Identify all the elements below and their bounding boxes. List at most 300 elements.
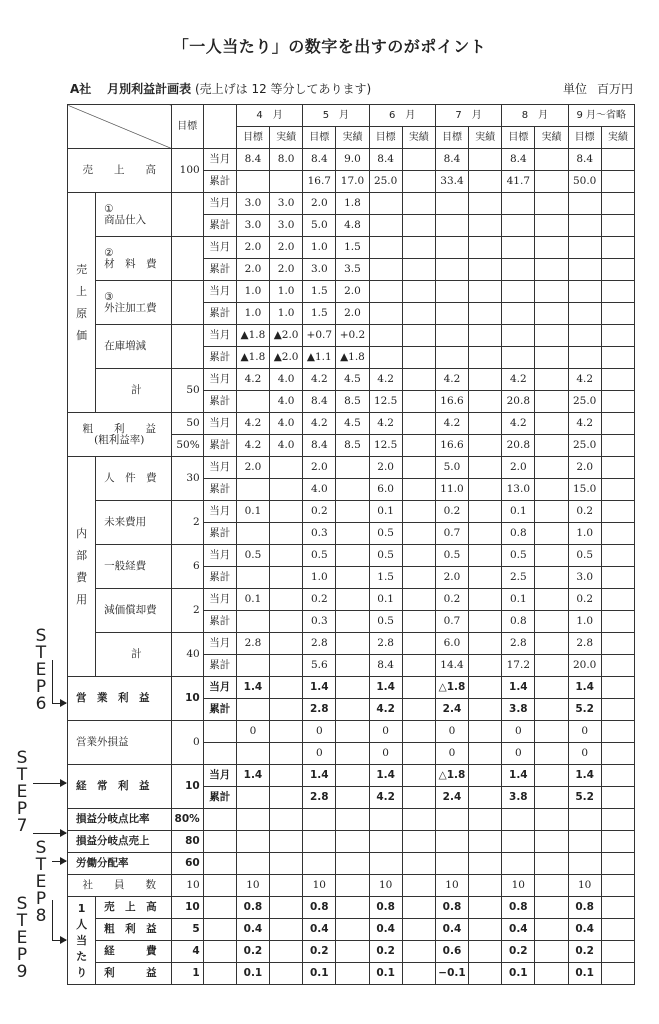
value-cell: [270, 897, 303, 919]
group-label-char: 用: [76, 592, 88, 606]
table-row: [68, 545, 635, 567]
value-cell: [601, 875, 634, 897]
value-cell: 4.2: [435, 413, 468, 435]
target-subheader: 目標: [502, 127, 535, 149]
period-label: 当月: [203, 281, 236, 303]
arrow-icon: [33, 783, 66, 784]
value-cell: 1.0: [303, 237, 336, 259]
item-label: 計: [131, 384, 142, 397]
value-cell: [535, 325, 568, 347]
value-cell: [535, 501, 568, 523]
table-row: [68, 633, 635, 655]
period-label: [203, 743, 236, 765]
value-cell: 2.0: [303, 457, 336, 479]
value-cell: 0.5: [369, 545, 402, 567]
value-cell: 1.5: [336, 237, 369, 259]
value-cell: 41.7: [502, 171, 535, 193]
value-cell: [236, 831, 269, 853]
value-cell: [601, 215, 634, 237]
value-cell: [435, 193, 468, 215]
value-cell: 8.4: [369, 655, 402, 677]
value-cell: [336, 589, 369, 611]
value-cell: [535, 743, 568, 765]
value-cell: [270, 919, 303, 941]
period-label: 累計: [203, 215, 236, 237]
target-value: 40: [171, 633, 203, 677]
value-cell: [601, 567, 634, 589]
value-cell: 0.4: [502, 919, 535, 941]
value-cell: 2.0: [568, 457, 601, 479]
target-subheader: 目標: [369, 127, 402, 149]
step-char: E: [35, 872, 47, 892]
value-cell: △1.8: [435, 765, 468, 787]
value-cell: 0.1: [236, 501, 269, 523]
value-cell: [535, 435, 568, 457]
value-cell: [535, 281, 568, 303]
value-cell: 8.5: [336, 435, 369, 457]
value-cell: [601, 435, 634, 457]
value-cell: 5.2: [568, 787, 601, 809]
value-cell: 2.8: [236, 633, 269, 655]
table-row: [68, 721, 635, 743]
value-cell: [270, 545, 303, 567]
period-label: [203, 941, 236, 963]
value-cell: 20.8: [502, 435, 535, 457]
value-cell: ▲1.8: [236, 325, 269, 347]
target-value: 50%: [171, 435, 203, 457]
value-cell: 11.0: [435, 479, 468, 501]
gross-label: 粗 利 益: [82, 423, 157, 435]
value-cell: [303, 831, 336, 853]
value-cell: [336, 963, 369, 985]
target-value: 100: [171, 149, 203, 193]
period-label: 当月: [203, 545, 236, 567]
value-cell: [469, 171, 502, 193]
value-cell: 14.4: [435, 655, 468, 677]
value-cell: 0.5: [568, 545, 601, 567]
value-cell: [535, 259, 568, 281]
group-label-char: 上: [76, 284, 88, 298]
value-cell: 4.0: [303, 479, 336, 501]
value-cell: [336, 479, 369, 501]
target-value: 80: [171, 831, 203, 853]
value-cell: [270, 853, 303, 875]
value-cell: 1.5: [369, 567, 402, 589]
value-cell: [270, 523, 303, 545]
value-cell: [502, 303, 535, 325]
value-cell: [369, 347, 402, 369]
value-cell: 3.0: [270, 193, 303, 215]
value-cell: 8.4: [303, 435, 336, 457]
actual-subheader: 実績: [469, 127, 502, 149]
group-label-char: 価: [76, 328, 88, 342]
value-cell: 2.4: [435, 787, 468, 809]
actual-subheader: 実績: [336, 127, 369, 149]
value-cell: [535, 237, 568, 259]
period-label: 当月: [203, 633, 236, 655]
gross-sublabel: (粗利益率): [94, 433, 145, 446]
value-cell: [236, 655, 269, 677]
value-cell: [601, 853, 634, 875]
step-char: E: [16, 928, 28, 948]
value-cell: 4.2: [502, 413, 535, 435]
table-row: [68, 897, 635, 919]
value-cell: [469, 655, 502, 677]
value-cell: [601, 457, 634, 479]
value-cell: 4.2: [369, 413, 402, 435]
value-cell: [601, 743, 634, 765]
target-header: 目標: [171, 105, 203, 149]
item-label: 商品仕入: [104, 213, 147, 226]
value-cell: [336, 743, 369, 765]
value-cell: 4.5: [336, 413, 369, 435]
value-cell: [469, 567, 502, 589]
value-cell: [502, 325, 535, 347]
value-cell: 0.1: [303, 963, 336, 985]
value-cell: 4.8: [336, 215, 369, 237]
step-label: [33, 840, 49, 925]
value-cell: 0.1: [369, 589, 402, 611]
value-cell: [270, 677, 303, 699]
row-label-breakeven_ratio: 損益分岐点比率: [68, 809, 172, 831]
value-cell: 6.0: [435, 633, 468, 655]
period-label: 当月: [203, 457, 236, 479]
step-char: P: [35, 889, 47, 909]
value-cell: 2.0: [336, 281, 369, 303]
value-cell: [336, 787, 369, 809]
table-note: (売上げは 12 等分してあります): [194, 82, 372, 96]
value-cell: 1.4: [236, 677, 269, 699]
value-cell: [402, 765, 435, 787]
period-label: 当月: [203, 325, 236, 347]
value-cell: 0.1: [502, 501, 535, 523]
target-value: 2: [171, 589, 203, 633]
value-cell: [336, 831, 369, 853]
value-cell: [303, 809, 336, 831]
value-cell: 0.1: [236, 589, 269, 611]
value-cell: [469, 523, 502, 545]
period-label: 当月: [203, 765, 236, 787]
value-cell: 4.0: [270, 369, 303, 391]
step-char: T: [16, 765, 28, 785]
value-cell: [469, 347, 502, 369]
value-cell: [402, 853, 435, 875]
value-cell: 0.2: [303, 941, 336, 963]
target-value: [171, 325, 203, 369]
value-cell: [236, 479, 269, 501]
group-label-char: 部: [76, 548, 88, 562]
table-row: [68, 765, 635, 787]
value-cell: 3.0: [236, 215, 269, 237]
value-cell: [601, 611, 634, 633]
table-row: [68, 875, 635, 897]
value-cell: ▲1.8: [336, 347, 369, 369]
value-cell: 0.8: [435, 897, 468, 919]
value-cell: 2.0: [236, 457, 269, 479]
table-row: [68, 919, 635, 941]
value-cell: 2.0: [502, 457, 535, 479]
value-cell: [236, 787, 269, 809]
step-char: 9: [16, 962, 28, 982]
target-value: 10: [171, 897, 203, 919]
value-cell: [270, 765, 303, 787]
value-cell: [435, 325, 468, 347]
value-cell: [369, 193, 402, 215]
value-cell: 8.0: [270, 149, 303, 171]
value-cell: [535, 787, 568, 809]
unit-label: [553, 80, 633, 97]
value-cell: [270, 611, 303, 633]
value-cell: 1.0: [236, 281, 269, 303]
value-cell: [469, 963, 502, 985]
period-label: 累計: [203, 655, 236, 677]
value-cell: [469, 941, 502, 963]
value-cell: 5.6: [303, 655, 336, 677]
value-cell: [601, 171, 634, 193]
value-cell: [535, 721, 568, 743]
value-cell: [402, 259, 435, 281]
arrow-icon: [52, 861, 66, 862]
value-cell: 0.2: [303, 501, 336, 523]
value-cell: [270, 589, 303, 611]
value-cell: [402, 919, 435, 941]
value-cell: [502, 831, 535, 853]
value-cell: 12.5: [369, 435, 402, 457]
value-cell: 2.8: [303, 699, 336, 721]
value-cell: [535, 919, 568, 941]
value-cell: [469, 743, 502, 765]
value-cell: 0.2: [435, 501, 468, 523]
step-char: T: [16, 911, 28, 931]
value-cell: [535, 545, 568, 567]
period-label: [203, 919, 236, 941]
value-cell: [336, 721, 369, 743]
value-cell: [336, 677, 369, 699]
value-cell: 0.4: [568, 919, 601, 941]
value-cell: [469, 721, 502, 743]
value-cell: [568, 237, 601, 259]
target-value: 60: [171, 853, 203, 875]
value-cell: 10: [435, 875, 468, 897]
value-cell: 0.3: [303, 611, 336, 633]
value-cell: 0: [568, 743, 601, 765]
month-header: 5 月: [303, 105, 369, 127]
value-cell: [469, 611, 502, 633]
value-cell: [535, 347, 568, 369]
value-cell: [270, 963, 303, 985]
row-label: 経 費: [96, 941, 171, 963]
value-cell: [402, 941, 435, 963]
table-row: [68, 941, 635, 963]
arrow-icon: [52, 703, 66, 704]
value-cell: 4.2: [236, 369, 269, 391]
value-cell: 15.0: [568, 479, 601, 501]
period-label: [203, 809, 236, 831]
value-cell: 2.8: [568, 633, 601, 655]
value-cell: 2.5: [502, 567, 535, 589]
value-cell: 0.1: [236, 963, 269, 985]
value-cell: 13.0: [502, 479, 535, 501]
table-row: [68, 193, 635, 215]
value-cell: 0.1: [502, 589, 535, 611]
value-cell: [469, 479, 502, 501]
period-label: 当月: [203, 501, 236, 523]
period-label: 当月: [203, 149, 236, 171]
value-cell: [336, 523, 369, 545]
value-cell: 0.6: [435, 941, 468, 963]
value-cell: [535, 391, 568, 413]
value-cell: [502, 347, 535, 369]
value-cell: [236, 743, 269, 765]
step-char: 7: [16, 816, 28, 836]
target-value: 10: [171, 875, 203, 897]
value-cell: 0.7: [435, 611, 468, 633]
value-cell: 0.8: [303, 897, 336, 919]
value-cell: [402, 699, 435, 721]
value-cell: [601, 963, 634, 985]
value-cell: 2.8: [303, 633, 336, 655]
value-cell: 4.2: [568, 369, 601, 391]
value-cell: 3.0: [236, 193, 269, 215]
value-cell: [601, 655, 634, 677]
value-cell: 1.4: [369, 677, 402, 699]
value-cell: [402, 171, 435, 193]
value-cell: [601, 501, 634, 523]
row-label-sales: 売 上 高: [68, 149, 172, 193]
value-cell: [502, 237, 535, 259]
value-cell: [402, 963, 435, 985]
value-cell: 0.2: [236, 941, 269, 963]
target-subheader: 目標: [236, 127, 269, 149]
value-cell: [568, 853, 601, 875]
value-cell: [601, 259, 634, 281]
step-char: P: [16, 799, 28, 819]
target-subheader: 目標: [303, 127, 336, 149]
value-cell: 1.0: [568, 611, 601, 633]
value-cell: 0.5: [303, 545, 336, 567]
value-cell: [535, 215, 568, 237]
actual-subheader: 実績: [402, 127, 435, 149]
value-cell: [469, 193, 502, 215]
group-label-char: た: [76, 949, 88, 963]
month-header: 7 月: [435, 105, 501, 127]
value-cell: 2.8: [502, 633, 535, 655]
value-cell: 1.0: [236, 303, 269, 325]
row-label: 未来費用: [96, 501, 171, 545]
step-char: 8: [35, 906, 47, 926]
value-cell: [469, 633, 502, 655]
value-cell: 0: [369, 721, 402, 743]
value-cell: 1.4: [303, 765, 336, 787]
value-cell: [336, 919, 369, 941]
value-cell: 10: [369, 875, 402, 897]
step-char: E: [35, 660, 47, 680]
value-cell: [601, 699, 634, 721]
value-cell: [270, 457, 303, 479]
period-label: 当月: [203, 193, 236, 215]
value-cell: 5.2: [568, 699, 601, 721]
value-cell: 1.4: [303, 677, 336, 699]
value-cell: [336, 545, 369, 567]
value-cell: [270, 721, 303, 743]
value-cell: [601, 677, 634, 699]
value-cell: 2.0: [236, 259, 269, 281]
value-cell: [270, 875, 303, 897]
value-cell: [469, 919, 502, 941]
period-label: [203, 897, 236, 919]
value-cell: [369, 259, 402, 281]
value-cell: [601, 589, 634, 611]
value-cell: [402, 149, 435, 171]
value-cell: 9.0: [336, 149, 369, 171]
table-row: [68, 589, 635, 611]
value-cell: [236, 567, 269, 589]
value-cell: [469, 369, 502, 391]
step-char: T: [35, 855, 47, 875]
value-cell: [336, 809, 369, 831]
value-cell: [303, 853, 336, 875]
row-label-breakeven_sales: 損益分岐点売上: [68, 831, 172, 853]
value-cell: [435, 831, 468, 853]
period-label: [203, 875, 236, 897]
value-cell: 10: [303, 875, 336, 897]
value-cell: [469, 787, 502, 809]
period-label: 累計: [203, 171, 236, 193]
value-cell: [402, 567, 435, 589]
value-cell: [469, 545, 502, 567]
value-cell: ▲2.0: [270, 347, 303, 369]
value-cell: [469, 435, 502, 457]
target-value: 10: [171, 677, 203, 721]
value-cell: 1.0: [303, 567, 336, 589]
table-row: [68, 853, 635, 875]
table-row: [68, 501, 635, 523]
value-cell: [535, 897, 568, 919]
table-row: [68, 237, 635, 259]
value-cell: [469, 677, 502, 699]
value-cell: [535, 413, 568, 435]
value-cell: [568, 325, 601, 347]
value-cell: 0: [435, 721, 468, 743]
table-row: [68, 325, 635, 347]
actual-subheader: 実績: [601, 127, 634, 149]
value-cell: [270, 633, 303, 655]
period-label: 当月: [203, 589, 236, 611]
value-cell: 4.2: [236, 435, 269, 457]
value-cell: [535, 611, 568, 633]
item-number: ②: [104, 247, 114, 259]
value-cell: [336, 853, 369, 875]
value-cell: 2.0: [435, 567, 468, 589]
value-cell: [336, 699, 369, 721]
item-label: 在庫増減: [104, 340, 147, 353]
period-label: 累計: [203, 347, 236, 369]
value-cell: [369, 809, 402, 831]
row-label-labor_share: 労働分配率: [68, 853, 172, 875]
value-cell: 5.0: [303, 215, 336, 237]
step-char: P: [35, 677, 47, 697]
value-cell: [601, 413, 634, 435]
value-cell: 0.5: [369, 611, 402, 633]
group-label-char: 原: [76, 306, 88, 320]
value-cell: 0.2: [568, 941, 601, 963]
value-cell: [469, 589, 502, 611]
value-cell: [336, 655, 369, 677]
value-cell: [469, 259, 502, 281]
step-label: [14, 750, 30, 835]
period-label: [203, 721, 236, 743]
value-cell: 4.2: [568, 413, 601, 435]
